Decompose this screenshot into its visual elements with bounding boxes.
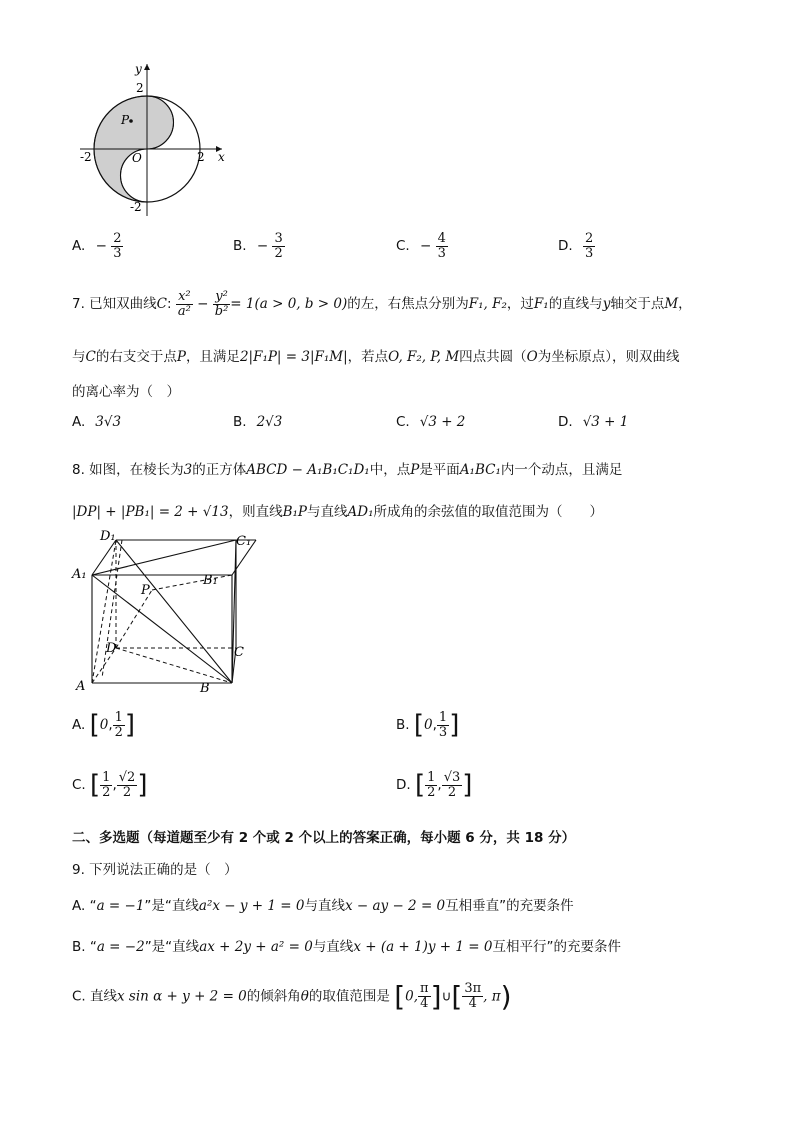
option-letter: A. — [72, 238, 86, 255]
q7-option-d[interactable]: D. √3 + 1 — [558, 414, 629, 430]
q7-line-3: 的离心率为（ ） — [72, 384, 180, 400]
fraction: $\frac{2}{3}$ — [113, 231, 122, 261]
label-c1: C₁ — [236, 534, 252, 549]
cube-figure — [70, 528, 260, 698]
option-letter: D. — [558, 238, 573, 255]
tick-top: 2 — [136, 81, 144, 95]
q7-option-b[interactable]: B. 2√3 — [233, 414, 283, 430]
q8-line-1: 8. 如图，在棱长为3的正方体ABCD − A₁B₁C₁D₁中，点P是平面A₁BC₁内一个动点，且满足 — [72, 462, 623, 478]
fraction: $\frac{3}{2}$ — [274, 231, 283, 261]
label-b1: B₁ — [203, 573, 218, 588]
q9-stem: 9. 下列说法正确的是（ ） — [72, 862, 238, 878]
label-c: C — [234, 645, 244, 660]
label-a1: A₁ — [72, 567, 87, 582]
label-d: D — [106, 641, 117, 656]
line-a1-b — [92, 575, 232, 683]
label-d1: D₁ — [100, 529, 116, 544]
q9-option-b[interactable]: B. “a = −2”是“直线ax + 2y + a² = 0与直线x + (a + 1)y + 1 = 0互相平行”的充要条件 — [72, 939, 621, 955]
q9-option-a[interactable]: A. “a = −1”是“直线a²x − y + 1 = 0与直线x − ay − 2 = 0互相垂直”的充要条件 — [72, 898, 574, 914]
q7-option-a[interactable]: A. 3√3 — [72, 414, 122, 430]
circle-figure — [70, 58, 240, 223]
line-a1-c1 — [92, 540, 236, 575]
x-axis-label: x — [218, 150, 225, 164]
q6-option-b[interactable]: B. − $\frac{3}{2}$ — [233, 231, 283, 261]
tick-bottom: -2 — [130, 200, 142, 214]
q6-option-d[interactable] — [558, 232, 595, 260]
q7-line-2: 与C的右支交于点P，且满足2|F₁P| = 3|F₁M|，若点O, F₂, P, M四点共圆（O为坐标原点），则双曲线 — [72, 349, 680, 365]
line-d-b — [116, 648, 232, 683]
section-heading: 二、多选题（每道题至少有 2 个或 2 个以上的答案正确，每小题 6 分，共 18 分） — [72, 830, 576, 846]
q6-option-a[interactable]: A. − $\frac{2}{3}$ — [72, 231, 122, 261]
fraction: $\frac{2}{3}$ — [584, 231, 594, 261]
option-letter: B. — [233, 238, 247, 255]
tick-right: 2 — [197, 150, 205, 164]
label-b: B — [200, 681, 210, 696]
q8-option-d[interactable]: D. [ $\frac{1}{2}$ , $\frac{√3}{2}$ ] — [396, 769, 473, 800]
y-axis-arrow — [144, 64, 150, 70]
q6-option-c[interactable]: C. − $\frac{4}{3}$ — [396, 231, 446, 261]
line-d1-d-diag — [102, 540, 122, 678]
tick-left: -2 — [80, 150, 92, 164]
line-d1-b — [116, 540, 232, 683]
q8-option-b[interactable]: B. [0, $\frac{1}{3}$ ] — [396, 709, 460, 740]
q8-line-2: |DP| + |PB₁| = 2 + √13，则直线B₁P与直线AD₁所成角的余弦值的取值范围为（ ） — [72, 504, 603, 520]
option-letter: C. — [396, 238, 410, 255]
q9-option-c[interactable]: C. 直线x sin α + y + 2 = 0的倾斜角θ的取值范围是 [0, $\frac{\pi}{4}$ ]∪[ $\frac{3\pi}{4}$ , π) — [72, 980, 512, 1013]
point-p — [129, 119, 133, 123]
q7-option-c[interactable]: C. √3 + 2 — [396, 414, 466, 430]
fraction: $\frac{4}{3}$ — [437, 231, 446, 261]
line-p-b1 — [152, 575, 232, 590]
label-p: P — [141, 583, 150, 598]
y-axis-label: y — [135, 62, 142, 76]
point-p-label: P — [121, 113, 130, 127]
origin-label: O — [132, 151, 142, 165]
label-a: A — [76, 679, 86, 694]
q8-option-a[interactable]: A. [0, $\frac{1}{2}$ ] — [72, 709, 136, 740]
line-d-p — [116, 590, 152, 648]
q8-option-c[interactable]: C. [ $\frac{1}{2}$ , $\frac{√2}{2}$ ] — [72, 769, 148, 800]
q7-line-1: 7. 已知双曲线C: $\frac{\text{x²}}{\text{a²}}$ − $\frac{\text{y²}}{\text{b²}}$ = 1(a > 0, b > 0)的左，右焦点分别为F₁, F₂，过F₁的直线与y轴交于点M， — [72, 289, 692, 319]
